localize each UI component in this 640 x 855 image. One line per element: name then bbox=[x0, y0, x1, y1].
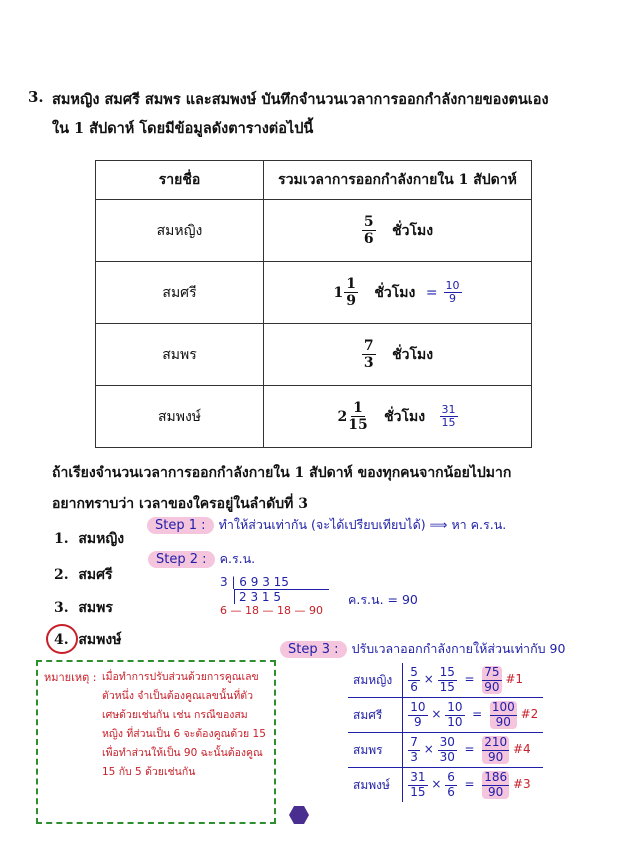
step3-note bbox=[280, 638, 565, 659]
time-unit: ชั่วโมง bbox=[374, 284, 416, 301]
row-name: สมพงษ์ bbox=[96, 386, 264, 448]
step3-label: Step 3 : bbox=[280, 641, 347, 658]
time-fraction: $\frac{1}{9}$ bbox=[346, 275, 356, 309]
step1-label: Step 1 : bbox=[147, 517, 214, 534]
rank-label: #4 bbox=[512, 742, 531, 757]
conversion-row bbox=[348, 698, 543, 733]
time-fraction: $\frac{7}{3}$ bbox=[363, 337, 374, 371]
table-row bbox=[96, 262, 532, 324]
remark-text: เมื่อทำการปรับส่วนด้วยการคูณเลขตัวหนึ่ง จำเป็นต้องคูณเลขนั้นที่ตัวเศษด้วยเช่นกัน เช่น กรณีของสมหญิง ที่ส่วนเป็น 6 จะต้องคูณด้วย 15 เพื่อทำส่วนให้เป็น 90 ฉะนั้นต้องคูณ 15 กับ 5 ด้วยเช่นกัน bbox=[102, 671, 266, 778]
exercise-table bbox=[95, 160, 532, 448]
time-unit: ชั่วโมง bbox=[392, 222, 434, 239]
lcm-division bbox=[220, 575, 329, 617]
table-row bbox=[96, 324, 532, 386]
remark-box bbox=[36, 660, 276, 824]
division-row-1: 3 | 6 9 3 15 bbox=[220, 575, 289, 589]
remark-label: หมายเหตุ : bbox=[44, 671, 97, 684]
question-number: 3. bbox=[28, 88, 44, 106]
conversion-table bbox=[348, 663, 543, 802]
conversion-expression: $\frac{31}{15}$ × $\frac{6}{6}$ = $\frac{186}{90}$ #3 bbox=[403, 768, 544, 803]
division-row-3: 6 — 18 — 18 — 90 bbox=[220, 604, 323, 617]
table-row bbox=[96, 386, 532, 448]
handwritten-fraction: $\frac{10}{9}$ bbox=[445, 278, 460, 305]
time-fraction: $\frac{5}{6}$ bbox=[363, 213, 374, 247]
option-label: สมพร bbox=[78, 600, 113, 616]
step1-text: ทำให้ส่วนเท่ากัน (จะได้เปรียบเทียบได้) ⟹ หา ค.ร.น. bbox=[218, 517, 507, 532]
option-number: 2. bbox=[54, 567, 69, 583]
handwritten-fraction: $\frac{31}{15}$ bbox=[441, 402, 456, 429]
rank-label: #1 bbox=[505, 672, 524, 687]
lcm-result: ค.ร.น. = 90 bbox=[348, 592, 418, 607]
row-time bbox=[264, 386, 532, 448]
division-row-2: 2 3 1 5 bbox=[234, 589, 329, 604]
option-number: 4. bbox=[54, 632, 69, 648]
row-name: สมศรี bbox=[96, 262, 264, 324]
option-2[interactable] bbox=[54, 564, 113, 586]
conversion-name: สมหญิง bbox=[348, 663, 403, 698]
hexagon-icon bbox=[289, 805, 309, 825]
header-name: รายชื่อ bbox=[96, 161, 264, 200]
option-1[interactable] bbox=[54, 528, 124, 550]
question-text-line1: สมหญิง สมศรี สมพร และสมพงษ์ บันทึกจำนวนเวลาการออกกำลังกายของตนเอง bbox=[52, 91, 549, 108]
instruction-line1: ถ้าเรียงจำนวนเวลาการออกกำลังกายใน 1 สัปดาห์ ของทุกคนจากน้อยไปมาก bbox=[52, 465, 512, 481]
option-3[interactable] bbox=[54, 597, 113, 619]
conversion-row bbox=[348, 663, 543, 698]
option-number: 1. bbox=[54, 531, 69, 547]
option-label: สมพงษ์ bbox=[78, 632, 122, 648]
conversion-expression: $\frac{5}{6}$ × $\frac{15}{15}$ = $\frac{75}{90}$ #1 bbox=[410, 665, 524, 694]
time-unit: ชั่วโมง bbox=[384, 408, 426, 425]
conversion-expression: $\frac{7}{3}$ × $\frac{30}{30}$ = $\frac{210}{90}$ #4 bbox=[403, 733, 544, 768]
row-time bbox=[264, 324, 532, 386]
step2-text: ค.ร.น. bbox=[219, 551, 256, 566]
conversion-expression: $\frac{10}{9}$ × $\frac{10}{10}$ = $\frac{100}{90}$ #2 bbox=[403, 698, 544, 733]
time-whole: 1 bbox=[333, 284, 344, 301]
instruction-line2: อยากทราบว่า เวลาของใครอยู่ในลำดับที่ 3 bbox=[52, 496, 308, 512]
rank-label: #3 bbox=[512, 777, 531, 792]
time-fraction: $\frac{1}{15}$ bbox=[348, 399, 368, 433]
conversion-name: สมพร bbox=[348, 733, 403, 768]
handwritten-equals: = bbox=[425, 284, 438, 301]
conversion-name: สมพงษ์ bbox=[348, 768, 403, 803]
table-header-row bbox=[96, 161, 532, 200]
row-time bbox=[264, 262, 532, 324]
table-row bbox=[96, 200, 532, 262]
option-number: 3. bbox=[54, 600, 69, 616]
option-label: สมหญิง bbox=[78, 531, 125, 547]
step3-text: ปรับเวลาออกกำลังกายให้ส่วนเท่ากับ 90 bbox=[351, 641, 566, 656]
question-text-line2: ใน 1 สัปดาห์ โดยมีข้อมูลดังตารางต่อไปนี้ bbox=[52, 120, 314, 137]
row-time bbox=[264, 200, 532, 262]
row-name: สมพร bbox=[96, 324, 264, 386]
step2-label: Step 2 : bbox=[148, 551, 215, 568]
rank-label: #2 bbox=[520, 707, 539, 722]
step2-note bbox=[148, 548, 255, 569]
option-4[interactable] bbox=[54, 629, 121, 651]
time-unit: ชั่วโมง bbox=[392, 346, 434, 363]
conversion-name: สมศรี bbox=[348, 698, 403, 733]
row-name: สมหญิง bbox=[96, 200, 264, 262]
step1-note bbox=[147, 514, 506, 535]
time-whole: 2 bbox=[337, 408, 348, 425]
option-label: สมศรี bbox=[78, 567, 113, 583]
header-time: รวมเวลาการออกกำลังกายใน 1 สัปดาห์ bbox=[264, 161, 532, 200]
conversion-row bbox=[348, 733, 543, 768]
conversion-row bbox=[348, 768, 543, 803]
